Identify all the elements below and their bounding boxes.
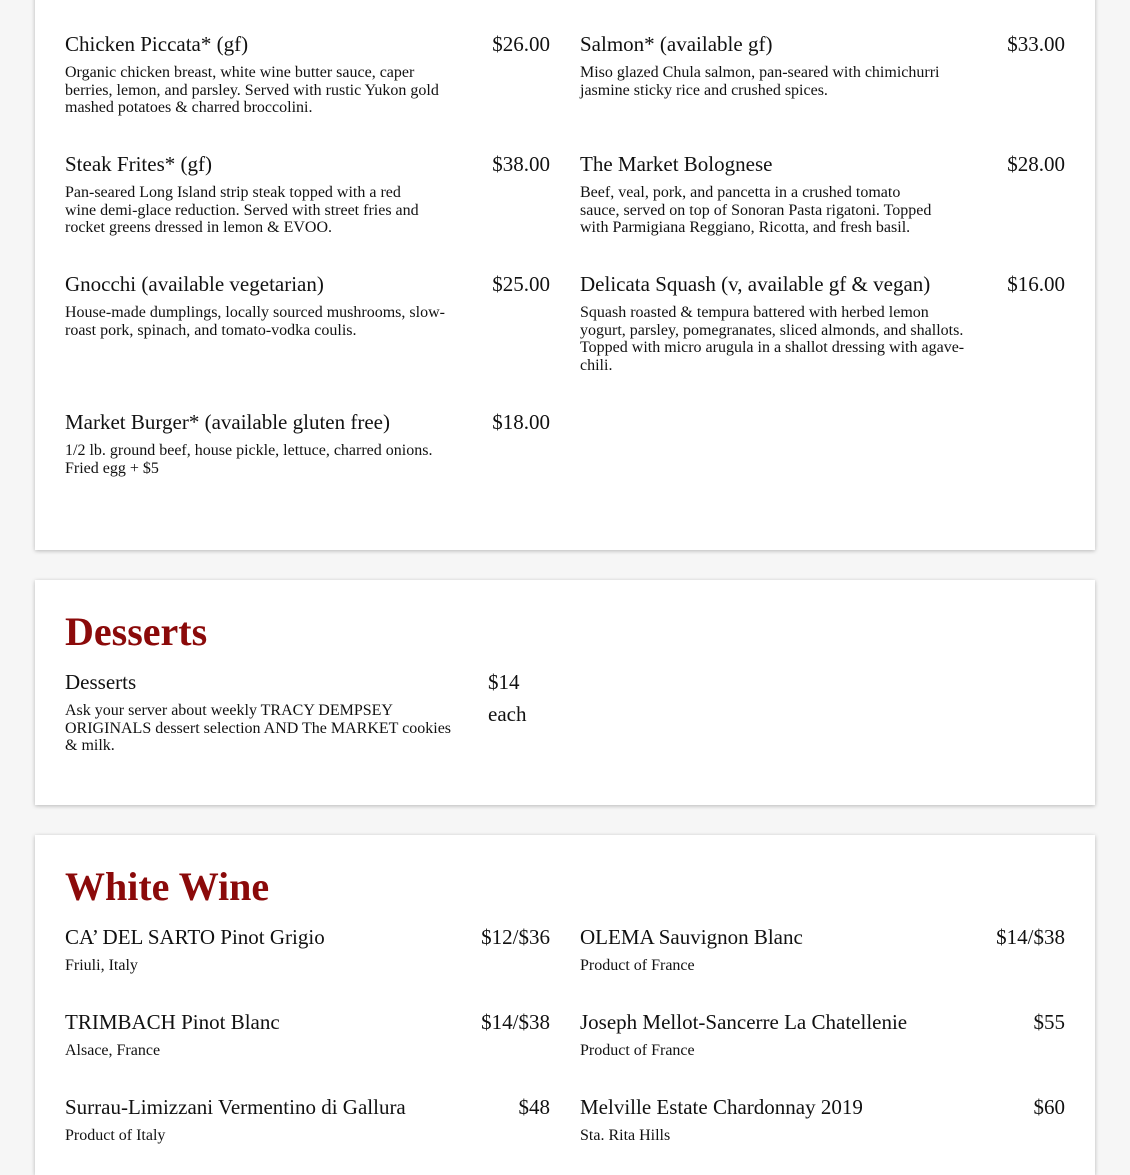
item-name: Market Burger* (available gluten free) (65, 410, 390, 434)
item-price: $14 each (488, 670, 527, 726)
item-name: TRIMBACH Pinot Blanc (65, 1010, 280, 1034)
item-origin: Friuli, Italy (65, 957, 138, 975)
item-name: Melville Estate Chardonnay 2019 (580, 1095, 863, 1119)
item-price: $55 (1033, 1010, 1065, 1034)
item-price: $18.00 (492, 410, 550, 434)
wine-item (65, 1010, 550, 1060)
menu-item (65, 32, 550, 117)
wine-item (65, 1095, 550, 1145)
item-description: Squash roasted & tempura battered with herbed lemon yogurt, parsley, pomegranates, sliced almonds, and shallots. Topped with micro arugula in a shallot dressing with agave-chili. (580, 304, 965, 374)
item-price: $14/$38 (996, 925, 1065, 949)
item-name: Salmon* (available gf) (580, 32, 773, 56)
item-name: Surrau-Limizzani Vermentino di Gallura (65, 1095, 406, 1119)
menu-item (580, 152, 1065, 237)
menu-item (580, 272, 1065, 374)
item-origin: Product of Italy (65, 1127, 166, 1145)
item-price: $16.00 (1007, 272, 1065, 296)
item-price: $48 (518, 1095, 550, 1119)
item-name: Steak Frites* (gf) (65, 152, 212, 176)
item-price: $14/$38 (481, 1010, 550, 1034)
item-origin: Alsace, France (65, 1042, 161, 1060)
mains-card (35, 0, 1095, 550)
item-origin: Sta. Rita Hills (580, 1127, 671, 1145)
item-price: $38.00 (492, 152, 550, 176)
item-price: $12/$36 (481, 925, 550, 949)
item-description: 1/2 lb. ground beef, house pickle, lettuce, charred onions. Fried egg + $5 (65, 442, 433, 477)
item-description: Beef, veal, pork, and pancetta in a crushed tomato sauce, served on top of Sonoran Pasta rigatoni. Topped with Parmigiana Reggiano, Ricotta, and fresh basil. (580, 184, 932, 237)
wine-item (65, 925, 550, 975)
item-name: OLEMA Sauvignon Blanc (580, 925, 803, 949)
wine-item (580, 1010, 1065, 1060)
item-price: $26.00 (492, 32, 550, 56)
item-description: House-made dumplings, locally sourced mushrooms, slow-roast pork, spinach, and tomato-vodka coulis. (65, 304, 445, 339)
white-wine-card (35, 835, 1095, 1175)
item-origin: Product of France (580, 1042, 695, 1060)
item-name: Chicken Piccata* (gf) (65, 32, 249, 56)
menu-item (580, 32, 1065, 99)
item-price: $60 (1033, 1095, 1065, 1119)
item-price: $28.00 (1007, 152, 1065, 176)
item-name: CA’ DEL SARTO Pinot Grigio (65, 925, 325, 949)
desserts-card (35, 580, 1095, 805)
item-name: Joseph Mellot-Sancerre La Chatellenie (580, 1010, 908, 1034)
item-description: Pan-seared Long Island strip steak topped with a red wine demi-glace reduction. Served with street fries and rocket greens dressed in lemon & EVOO. (65, 184, 419, 237)
wine-item (580, 1095, 1065, 1145)
menu-item (65, 152, 550, 237)
item-origin: Product of France (580, 957, 695, 975)
menu-item (65, 410, 550, 477)
item-name: Desserts (65, 670, 137, 694)
item-price: $25.00 (492, 272, 550, 296)
item-name: The Market Bolognese (580, 152, 773, 176)
section-title: Desserts (65, 609, 208, 654)
menu-item (65, 670, 545, 755)
item-description: Ask your server about weekly TRACY DEMPSEY ORIGINALS dessert selection AND The MARKET cookies & milk. (65, 702, 452, 755)
item-name: Delicata Squash (v, available gf & vegan) (580, 272, 931, 296)
menu-item (65, 272, 550, 339)
section-title: White Wine (65, 864, 270, 909)
item-description: Organic chicken breast, white wine butter sauce, caper berries, lemon, and parsley. Served with rustic Yukon gold mashed potatoes & charred broccolini. (65, 64, 439, 117)
item-price: $33.00 (1007, 32, 1065, 56)
item-description: Miso glazed Chula salmon, pan-seared with chimichurri jasmine sticky rice and crushed spices. (580, 64, 940, 99)
item-name: Gnocchi (available vegetarian) (65, 272, 324, 296)
wine-item (580, 925, 1065, 975)
